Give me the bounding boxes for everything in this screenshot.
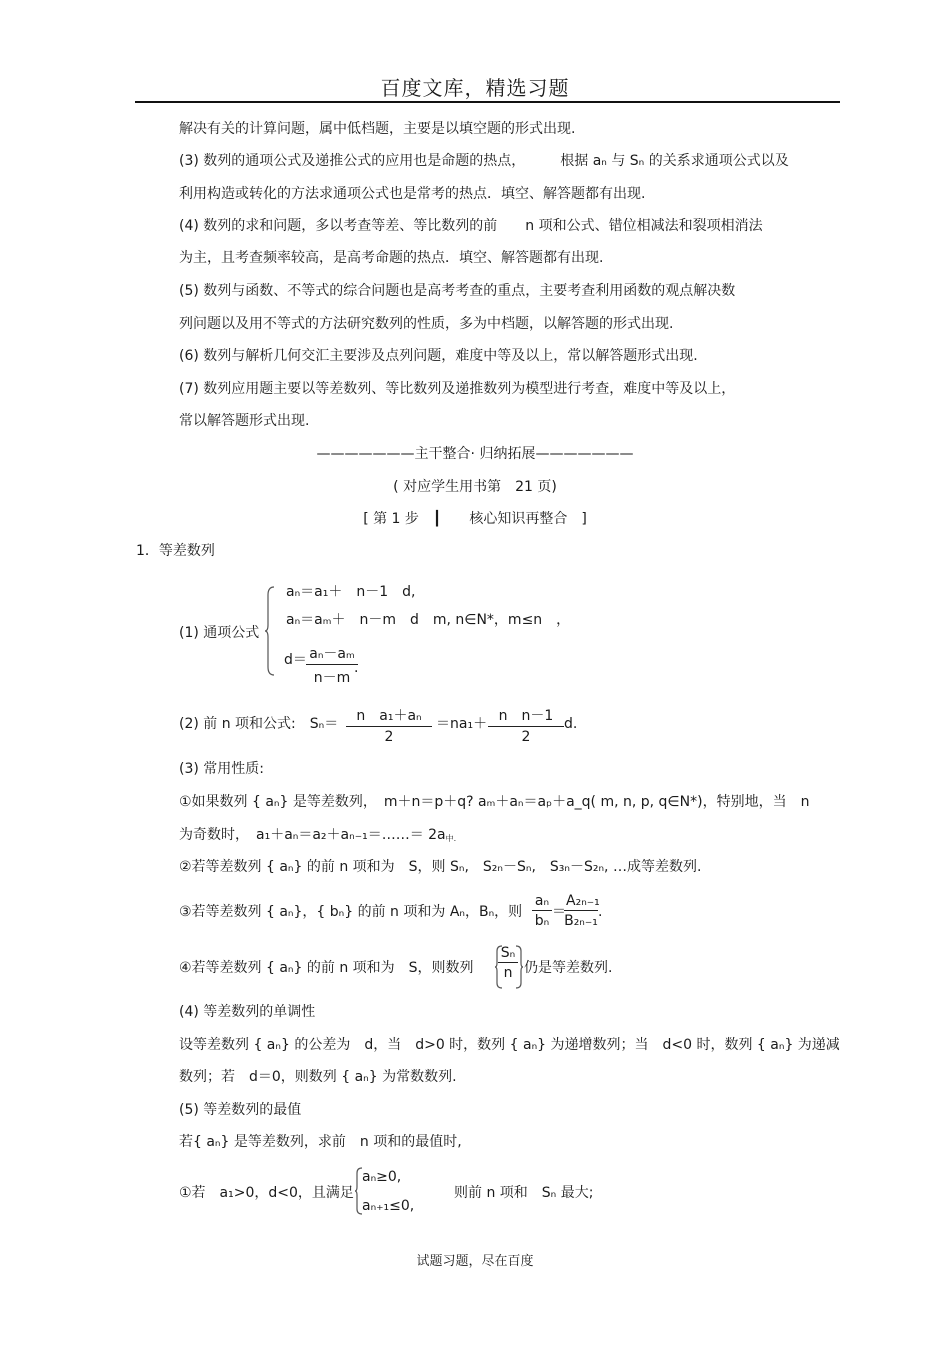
intro-line: 解决有关的计算问题，属中低档题，主要是以填空题的形式出现. xyxy=(179,121,576,137)
intro-line: 列问题以及用不等式的方法研究数列的性质，多为中档题，以解答题的形式出现. xyxy=(179,316,674,332)
fraction-numerator: A₂ₙ₋₁ xyxy=(566,893,600,909)
right-brace xyxy=(514,944,524,990)
property-1-line xyxy=(179,827,456,847)
property-1-line: ①如果数列 { aₙ} 是等差数列， m＋n＝p＋q? aₘ＋aₙ＝aₚ＋a_q( m, n, p, q∈N*)，特别地，当 n xyxy=(179,794,810,810)
fraction-denominator: 2 xyxy=(384,729,394,745)
sum-formula-label: (2) 前 n 项和公式: Sₙ＝ xyxy=(179,716,339,732)
fraction-numerator: aₙ xyxy=(532,893,552,911)
general-formula-line: aₙ＝aₘ＋ n－m d m, n∈N*，m≤n ， xyxy=(286,612,571,628)
fraction-denominator: B₂ₙ₋₁ xyxy=(564,913,598,929)
sum-formula-suffix: d. xyxy=(564,716,578,732)
fraction-d xyxy=(306,643,358,687)
intro-line: 利用构造或转化的方法求通项公式也是常考的热点．填空、解答题都有出现. xyxy=(179,186,646,202)
monotonic-label: (4) 等差数列的单调性 xyxy=(179,1004,316,1020)
property-2: ②若等差数列 { aₙ} 的前 n 项和为 S，则 Sₙ, S₂ₙ－Sₙ, S₃ₙ－S₂ₙ, …成等差数列. xyxy=(179,859,702,875)
sum-fraction-1 xyxy=(346,705,432,745)
property-3-equals: ＝ xyxy=(552,904,566,920)
property-3-prefix: ③若等差数列 { aₙ}，{ bₙ} 的前 n 项和为 Aₙ，Bₙ，则 xyxy=(179,904,523,920)
intro-line: (3) 数列的通项公式及递推公式的应用也是命题的热点， 根据 aₙ 与 Sₙ 的关系求通项公式以及 xyxy=(179,153,789,169)
fraction-numerator: Sₙ xyxy=(498,945,518,963)
monotonic-line: 设等差数列 { aₙ} 的公差为 d，当 d>0 时，数列 { aₙ} 为递增数列；当 d<0 时，数列 { aₙ} 为递减 xyxy=(179,1037,840,1053)
extremum-condition: aₙ₊₁≤0, xyxy=(362,1198,415,1214)
property-1-text: 为奇数时， a₁＋aₙ＝a₂＋aₙ₋₁＝……＝ 2a xyxy=(179,827,446,843)
property-3-fraction-2 xyxy=(564,893,598,929)
extremum-line: 若{ aₙ} 是等差数列，求前 n 项和的最值时, xyxy=(179,1134,462,1150)
general-formula-line3-prefix: d＝ xyxy=(284,652,307,668)
fraction-denominator: n xyxy=(503,965,513,981)
fraction-denominator: n－m xyxy=(313,670,351,686)
general-formula-label: (1) 通项公式 xyxy=(179,625,260,641)
page-footer: 试题习题，尽在百度 xyxy=(416,1254,534,1269)
extremum-case1-prefix: ①若 a₁>0，d<0，且满足 xyxy=(179,1185,354,1201)
page-reference: ( 对应学生用书第 21 页) xyxy=(393,479,557,495)
extremum-case1-suffix: 则前 n 项和 Sₙ 最大; xyxy=(454,1185,594,1201)
intro-line: (5) 数列与函数、不等式的综合问题也是高考考查的重点，主要考查利用函数的观点解决数 xyxy=(179,283,736,299)
properties-label: (3) 常用性质: xyxy=(179,761,264,777)
monotonic-line: 数列；若 d＝0，则数列 { aₙ} 为常数数列. xyxy=(179,1069,457,1085)
fraction-denominator: bₙ xyxy=(534,913,550,929)
intro-line: (7) 数列应用题主要以等差数列、等比数列及递推数列为模型进行考查，难度中等及以上， xyxy=(179,381,736,397)
property-4-prefix: ④若等差数列 { aₙ} 的前 n 项和为 S，则数列 xyxy=(179,960,474,976)
general-formula-line3-suffix: . xyxy=(354,660,359,676)
intro-line: (4) 数列的求和问题，多以考查等差、等比数列的前 n 项和公式、错位相减法和裂项相消法 xyxy=(179,218,763,234)
intro-line: (6) 数列与解析几何交汇主要涉及点列问题，难度中等及以上，常以解答题形式出现. xyxy=(179,348,698,364)
step-heading: [ 第 1 步 ┃ 核心知识再整合 ] xyxy=(363,511,587,527)
header-rule xyxy=(135,101,840,103)
property-3-fraction-1 xyxy=(532,893,552,929)
sum-formula-mid: ＝na₁＋ xyxy=(436,716,488,732)
intro-line: 常以解答题形式出现. xyxy=(179,413,310,429)
intro-line: 为主，且考查频率较高，是高考命题的热点．填空、解答题都有出现. xyxy=(179,250,604,266)
property-1-subscript: 中. xyxy=(445,834,457,843)
extremum-label: (5) 等差数列的最值 xyxy=(179,1102,302,1118)
topic-heading: 1．等差数列 xyxy=(136,543,215,559)
sum-fraction-2 xyxy=(488,705,564,745)
fraction-numerator: aₙ－aₘ xyxy=(306,643,358,665)
general-formula-line: aₙ＝a₁＋ n－1 d, xyxy=(286,584,416,600)
left-brace xyxy=(264,585,276,677)
fraction-numerator: n a₁＋aₙ xyxy=(346,705,432,727)
extremum-condition: aₙ≥0, xyxy=(362,1169,402,1185)
property-3-suffix: . xyxy=(598,904,603,920)
fraction-denominator: 2 xyxy=(521,729,531,745)
section-title: ———————主干整合· 归纳拓展——————— xyxy=(316,446,634,462)
page-header-title: 百度文库，精选习题 xyxy=(380,76,570,100)
fraction-numerator: n n－1 xyxy=(488,705,564,727)
property-4-suffix: 仍是等差数列. xyxy=(524,960,613,976)
